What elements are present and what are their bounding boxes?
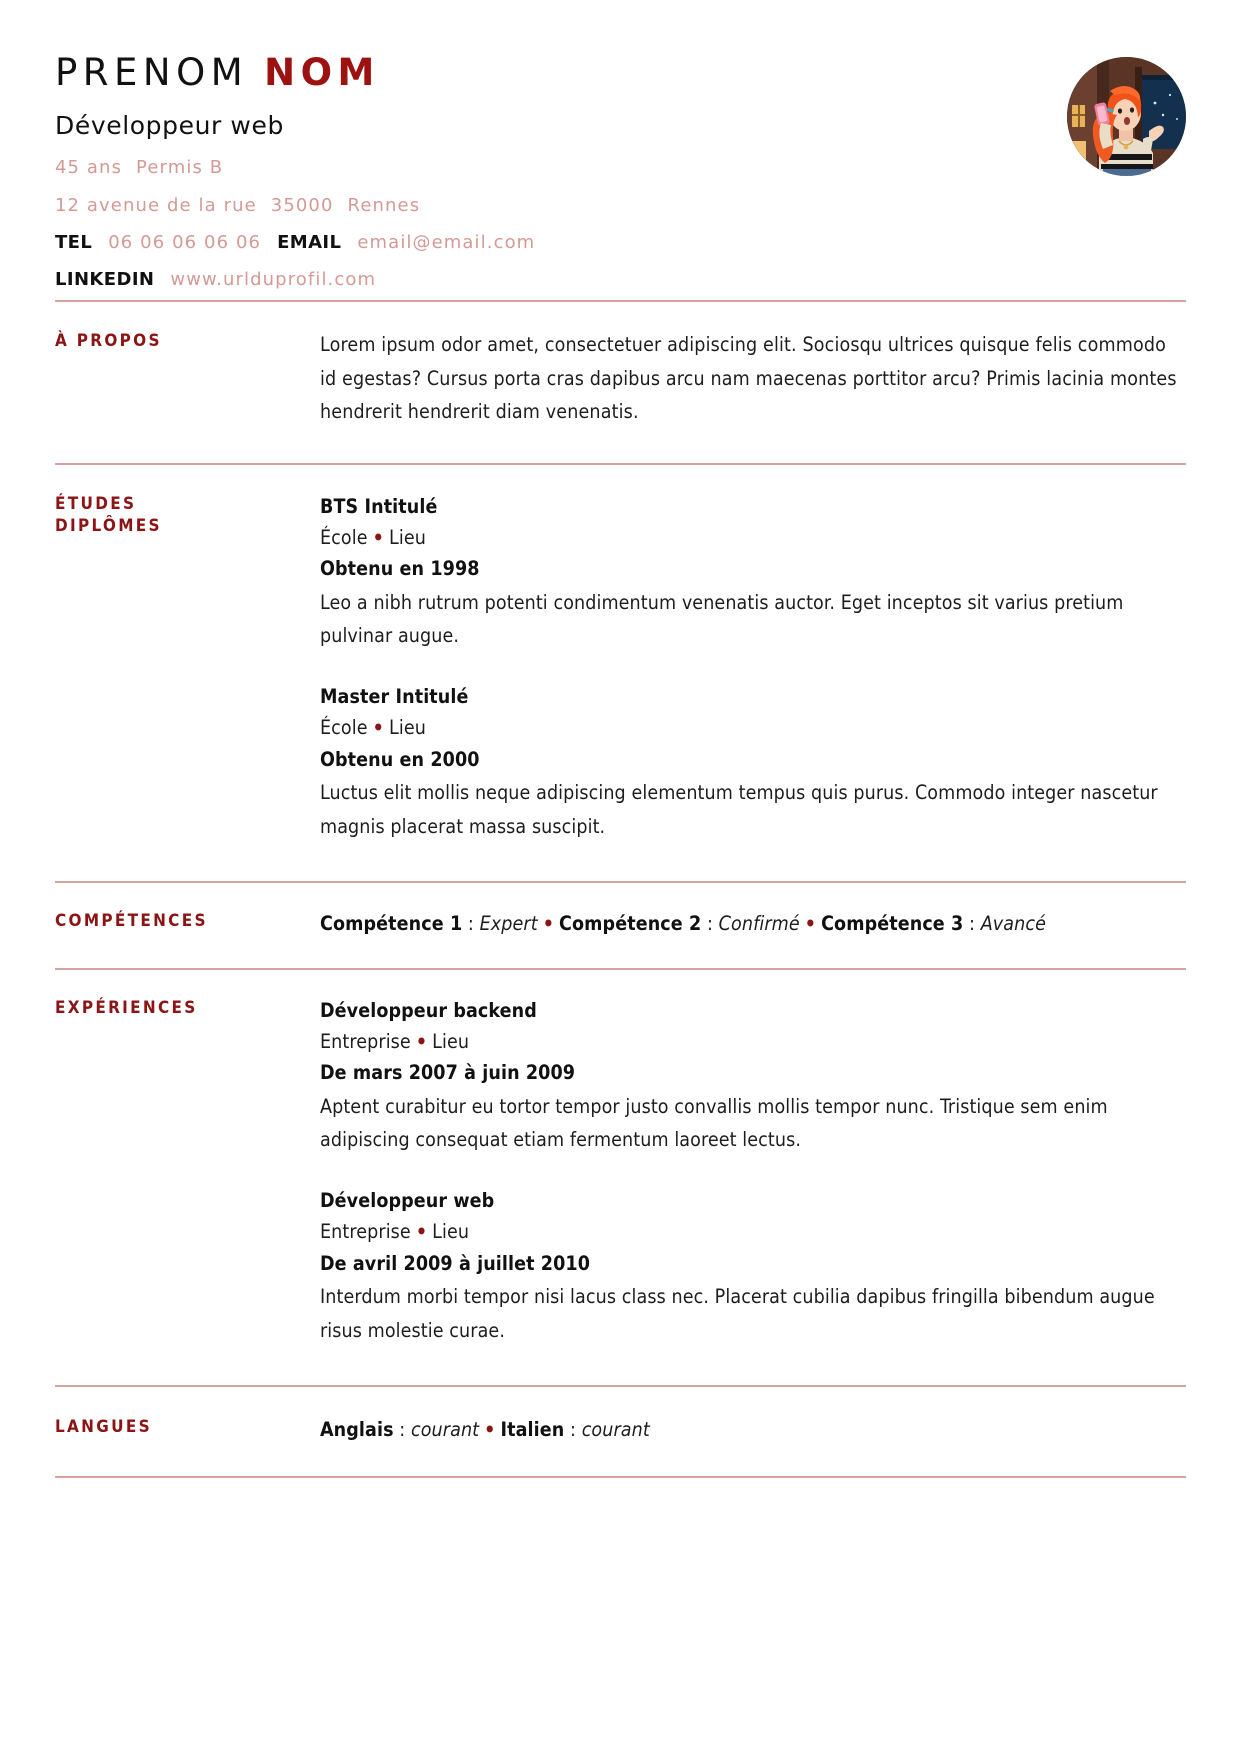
study-school: École <box>320 525 368 549</box>
section-languages <box>55 1387 1186 1475</box>
study-date: Obtenu en 2000 <box>320 747 480 771</box>
section-label-studies <box>55 491 320 538</box>
about-text: Lorem ipsum odor amet, consectetuer adipiscing elit. Sociosqu ultrices quisque felis commodo id egestas? Cursus porta cras dapibus arcu nam maecenas porttitor arcu? Primis lacinia montes hendrerit hendrerit diam venenatis. <box>320 333 1177 424</box>
cv-header <box>55 52 1186 300</box>
contact-tel-email <box>55 232 1186 253</box>
experience-entry <box>320 1185 1186 1347</box>
experience-description: Interdum morbi tempor nisi lacus class nec. Placerat cubilia dapibus fringilla bibendum augue risus molestie curae. <box>320 1285 1155 1342</box>
divider-bottom <box>55 1476 1186 1478</box>
address-meta <box>55 195 1186 216</box>
experience-title: Développeur web <box>320 1189 495 1212</box>
experience-place: Lieu <box>432 1029 470 1053</box>
study-date: Obtenu en 1998 <box>320 557 480 581</box>
job-title: Développeur web <box>55 110 284 140</box>
section-body-languages <box>320 1414 1186 1445</box>
email-label: EMAIL <box>277 231 342 253</box>
skill-level: Avancé <box>980 912 1046 936</box>
skill-name: Compétence 2 <box>559 912 702 936</box>
linkedin-value[interactable]: www.urlduprofil.com <box>170 268 377 290</box>
avatar-photo-illustration <box>1067 57 1186 176</box>
language-name: Italien <box>500 1418 565 1442</box>
experience-date: De mars 2007 à juin 2009 <box>320 1061 576 1085</box>
personal-meta <box>55 157 1186 178</box>
skills-list: Compétence 1 : Expert • Compétence 2 : Confirmé • Compétence 3 : Avancé <box>320 912 1046 936</box>
contact-linkedin <box>55 269 1186 290</box>
study-entry <box>320 491 1186 653</box>
study-school: École <box>320 716 368 740</box>
experience-company-place <box>320 1216 1186 1248</box>
full-name <box>55 52 1186 95</box>
experience-company-place <box>320 1026 1186 1058</box>
skill-name: Compétence 1 <box>320 912 463 936</box>
section-label-experiences: EXPÉRIENCES <box>55 997 198 1018</box>
email-value[interactable]: email@email.com <box>357 231 536 253</box>
bullet-separator-icon: • <box>372 716 384 740</box>
section-body-skills <box>320 908 1186 939</box>
experience-company: Entreprise <box>320 1029 411 1053</box>
bullet-separator-icon: • <box>804 912 817 936</box>
linkedin-label: LINKEDIN <box>55 268 155 290</box>
section-studies <box>55 465 1186 882</box>
section-body-studies <box>320 491 1186 844</box>
study-description: Leo a nibh rutrum potenti condimentum venenatis auctor. Eget inceptos sit varius pretium pulvinar augue. <box>320 590 1124 648</box>
language-level: courant <box>410 1418 480 1442</box>
experience-date: De avril 2009 à juillet 2010 <box>320 1251 591 1275</box>
skill-level: Confirmé <box>718 912 800 936</box>
study-place: Lieu <box>388 525 426 549</box>
experience-title: Développeur backend <box>320 998 537 1022</box>
city-text: Rennes <box>347 194 421 216</box>
study-description: Luctus elit mollis neque adipiscing elementum tempus quis purus. Commodo integer nascetur magnis placerat massa suscipit. <box>320 781 1158 838</box>
bullet-separator-icon: • <box>484 1418 496 1442</box>
section-skills <box>55 883 1186 967</box>
skill-level: Expert <box>479 912 538 936</box>
study-entry <box>320 681 1186 843</box>
street-text: 12 avenue de la rue <box>55 194 257 216</box>
language-name: Anglais <box>320 1418 394 1442</box>
bullet-separator-icon: • <box>542 912 555 936</box>
section-label-studies-line2: DIPLÔMES <box>55 516 162 537</box>
skill-name: Compétence 3 <box>821 912 964 936</box>
experience-description: Aptent curabitur eu tortor tempor justo convallis mollis tempor nunc. Tristique sem enim adipiscing consequat etiam fermentum laoreet lectus. <box>320 1094 1108 1152</box>
avatar <box>1067 57 1186 176</box>
study-school-place <box>320 522 1186 554</box>
bullet-separator-icon: • <box>372 525 384 549</box>
language-level: courant <box>581 1418 650 1442</box>
section-about <box>55 302 1186 463</box>
experience-entry <box>320 995 1186 1157</box>
bullet-separator-icon: • <box>415 1029 428 1053</box>
licence-text: Permis B <box>136 156 224 178</box>
last-name: NOM <box>264 51 380 94</box>
bullet-separator-icon: • <box>415 1220 428 1244</box>
study-place: Lieu <box>388 716 426 740</box>
tel-label: TEL <box>55 231 93 253</box>
first-name: PRENOM <box>55 51 249 94</box>
postal-code-text: 35000 <box>270 194 334 216</box>
experience-place: Lieu <box>432 1220 470 1244</box>
experience-company: Entreprise <box>320 1220 411 1244</box>
section-body-about <box>320 328 1186 429</box>
tel-value[interactable]: 06 06 06 06 06 <box>108 231 262 253</box>
section-label-languages: LANGUES <box>55 1417 152 1438</box>
section-body-experiences <box>320 995 1186 1348</box>
section-label-studies-line1: ÉTUDES <box>55 493 137 514</box>
section-label-about: À PROPOS <box>55 331 162 351</box>
study-title: Master Intitulé <box>320 685 469 708</box>
study-title: BTS Intitulé <box>320 494 438 518</box>
section-label-skills: COMPÉTENCES <box>55 911 208 932</box>
section-experiences <box>55 970 1186 1386</box>
study-school-place <box>320 712 1186 744</box>
age-text: 45 ans <box>55 156 123 178</box>
languages-list: Anglais : courant • Italien : courant <box>320 1418 650 1442</box>
